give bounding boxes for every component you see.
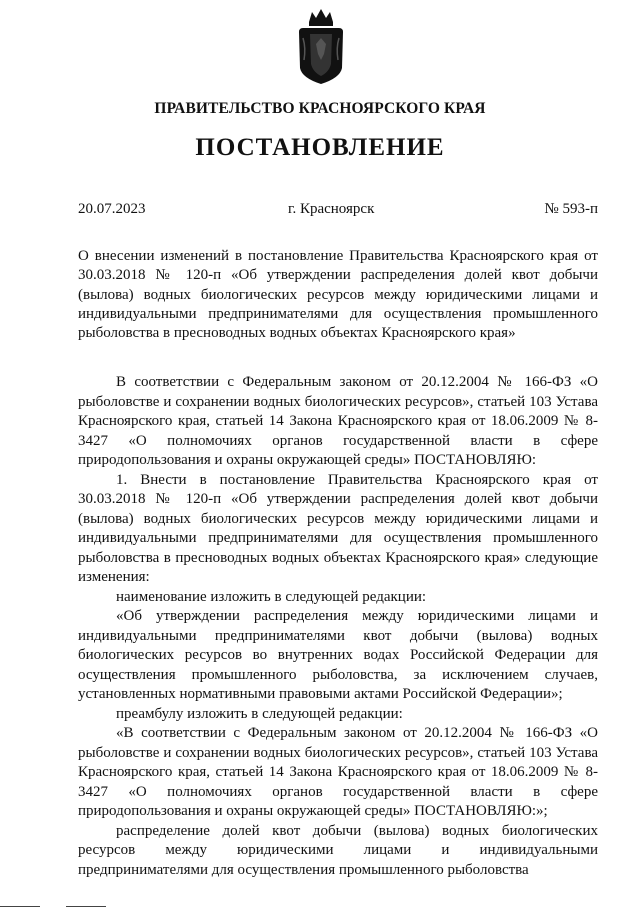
footer-rule [66,906,106,907]
body-paragraph: «В соответствии с Федеральным законом от 20.12.2004 № 166-ФЗ «О рыболовстве и сохранении водных биологических ресурсов», статьей 103 Устава Красноярского края, статьей 14 Закона Красноярского края от 18.06.2009 № 8-3427 «О полномочиях органов государственной власти в сфере природопользования и охраны окружающей среды» ПОСТАНОВЛЯЮ:»; [78,725,598,819]
government-title: ПРАВИТЕЛЬСТВО КРАСНОЯРСКОГО КРАЯ [154,100,486,117]
document-subject: О внесении изменений в постановление Правительства Красноярского края от 30.03.2018 № 120-п «Об утверждении распределения долей квот добычи (вылова) водных биологических ресурсов между юридическими лицами и индивидуальными предпринимателями для осуществления промышленного рыболовства в пресноводных водных объектах Красноярского края» [78,248,598,342]
krasnoyarsk-coat-of-arms-icon [296,8,346,86]
footer-rule [0,906,40,907]
preamble-paragraph: В соответствии с Федеральным законом от 20.12.2004 № 166-ФЗ «О рыболовстве и сохранении водных биологических ресурсов», статьей 103 Устава Красноярского края, статьей 14 Закона Красноярского края от 18.06.2009 № 8-3427 «О полномочиях органов государственной власти в сфере природопользования и охраны окружающей среды» ПОСТАНОВЛЯЮ: [78,374,598,468]
body-paragraph: «Об утверждении распределения между юридическими лицами и индивидуальными предпринимателями квот добычи (вылова) водных биологических ресурсов во внутренних водах Российской Федерации для осуществления промышленного рыболовства, за исключением случаев, установленных нормативными правовыми актами Российской Федерации»; [78,608,598,702]
document-number: № 593-п [544,201,598,217]
document-date: 20.07.2023 [78,201,146,217]
document-type-title: ПОСТАНОВЛЕНИЕ [195,134,445,161]
document-city: г. Красноярск [288,201,375,217]
body-paragraph: наименование изложить в следующей редакции: [116,588,427,605]
document-body [78,373,598,880]
body-paragraph: распределение долей квот добычи (вылова) водных биологических ресурсов между юридическими лицами и индивидуальными предпринимателями для осуществления промышленного рыболовства [78,822,598,878]
body-paragraph: преамбулу изложить в следующей редакции: [116,705,403,722]
clause-paragraph: 1. Внести в постановление Правительства Красноярского края от 30.03.2018 № 120-п «Об утверждении распределения долей квот добычи (вылова) водных биологических ресурсов между юридическими лицами и индивидуальными предпринимателями для осуществления промышленного рыболовства в пресноводных водных объектах Красноярского края» следующие изменения: [78,471,598,585]
